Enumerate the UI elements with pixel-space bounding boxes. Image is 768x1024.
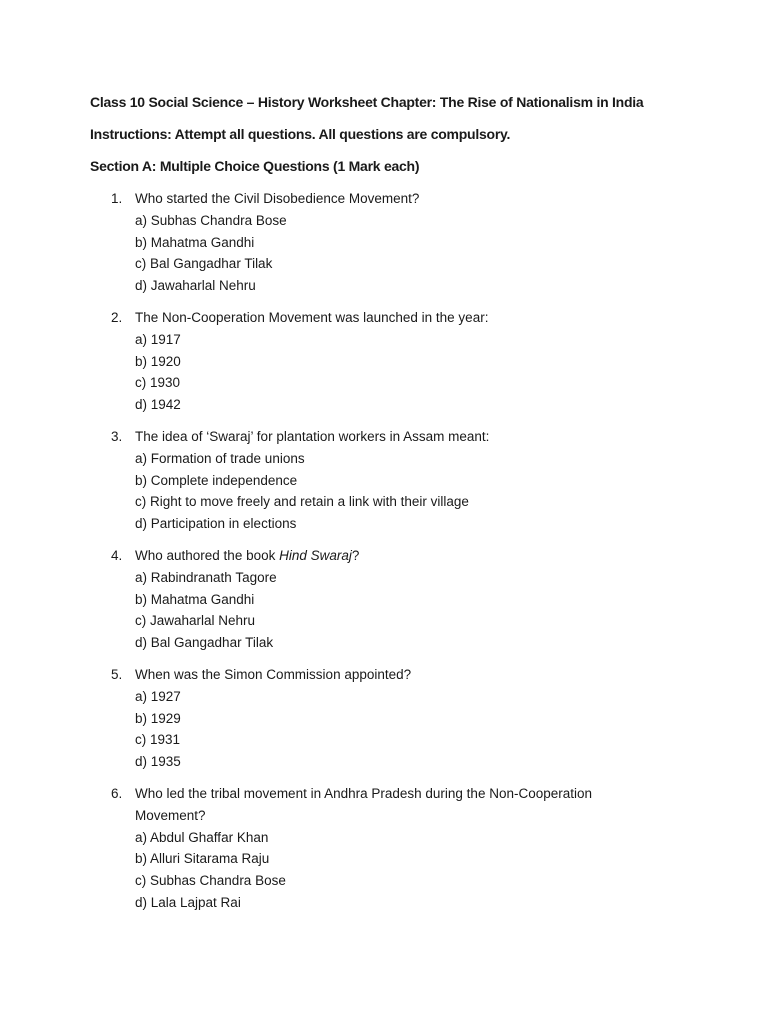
option-d: d) Participation in elections	[135, 516, 297, 532]
question-5	[0, 664, 768, 773]
option-d: d) 1935	[135, 754, 181, 770]
question-6	[0, 783, 768, 914]
option-d: d) 1942	[135, 397, 181, 413]
question-number: 1.	[111, 191, 123, 206]
worksheet-title: Class 10 Social Science – History Worksheet Chapter: The Rise of Nationalism in India	[90, 94, 644, 110]
question-2	[0, 307, 768, 416]
question-number: 5.	[111, 666, 123, 682]
option-d: d) Lala Lajpat Rai	[135, 894, 241, 910]
option-b: b) Mahatma Gandhi	[135, 234, 255, 250]
question-text: Who led the tribal movement in Andhra Pradesh during the Non-Cooperation Movement?	[135, 785, 593, 823]
question-text: Who started the Civil Disobedience Movement?	[135, 191, 420, 206]
option-b: b) 1929	[135, 710, 181, 726]
option-b: b) 1920	[135, 353, 181, 369]
option-a: a) Formation of trade unions	[135, 450, 305, 466]
question-text-start: Who authored the book	[135, 547, 280, 563]
option-b: b) Mahatma Gandhi	[135, 591, 255, 607]
question-number: 6.	[111, 785, 123, 801]
option-a: a) Rabindranath Tagore	[135, 569, 277, 585]
option-b: b) Alluri Sitarama Raju	[135, 851, 270, 867]
option-a: a) Abdul Ghaffar Khan	[135, 829, 269, 845]
question-list	[0, 188, 768, 924]
option-c: c) 1931	[135, 732, 181, 748]
question-number: 3.	[111, 428, 123, 444]
option-c: c) 1930	[135, 375, 181, 391]
option-a: a) 1927	[135, 688, 181, 704]
book-title: Hind Swaraj	[279, 547, 352, 563]
question-4	[0, 545, 768, 654]
option-a: a) Subhas Chandra Bose	[135, 212, 287, 228]
option-c: c) Bal Gangadhar Tilak	[135, 256, 273, 272]
option-d: d) Bal Gangadhar Tilak	[135, 635, 274, 651]
question-text-end: ?	[351, 547, 360, 563]
question-text: The idea of ‘Swaraj’ for plantation workers in Assam meant:	[135, 428, 490, 444]
option-c: c) Right to move freely and retain a link with their village	[135, 494, 469, 510]
question-text: The Non-Cooperation Movement was launched in the year:	[135, 309, 489, 325]
question-number: 4.	[111, 547, 123, 563]
option-b: b) Complete independence	[135, 472, 298, 488]
option-c: c) Subhas Chandra Bose	[135, 873, 286, 889]
option-a: a) 1917	[135, 331, 181, 347]
question-1	[0, 188, 768, 297]
option-d: d) Jawaharlal Nehru	[135, 278, 256, 294]
section-heading: Section A: Multiple Choice Questions (1 Mark each)	[90, 158, 420, 174]
question-3	[0, 426, 768, 535]
question-text: When was the Simon Commission appointed?	[135, 666, 412, 682]
option-c: c) Jawaharlal Nehru	[135, 613, 256, 629]
instructions: Instructions: Attempt all questions. All questions are compulsory.	[90, 126, 511, 142]
question-text	[135, 545, 615, 567]
question-number: 2.	[111, 309, 123, 325]
